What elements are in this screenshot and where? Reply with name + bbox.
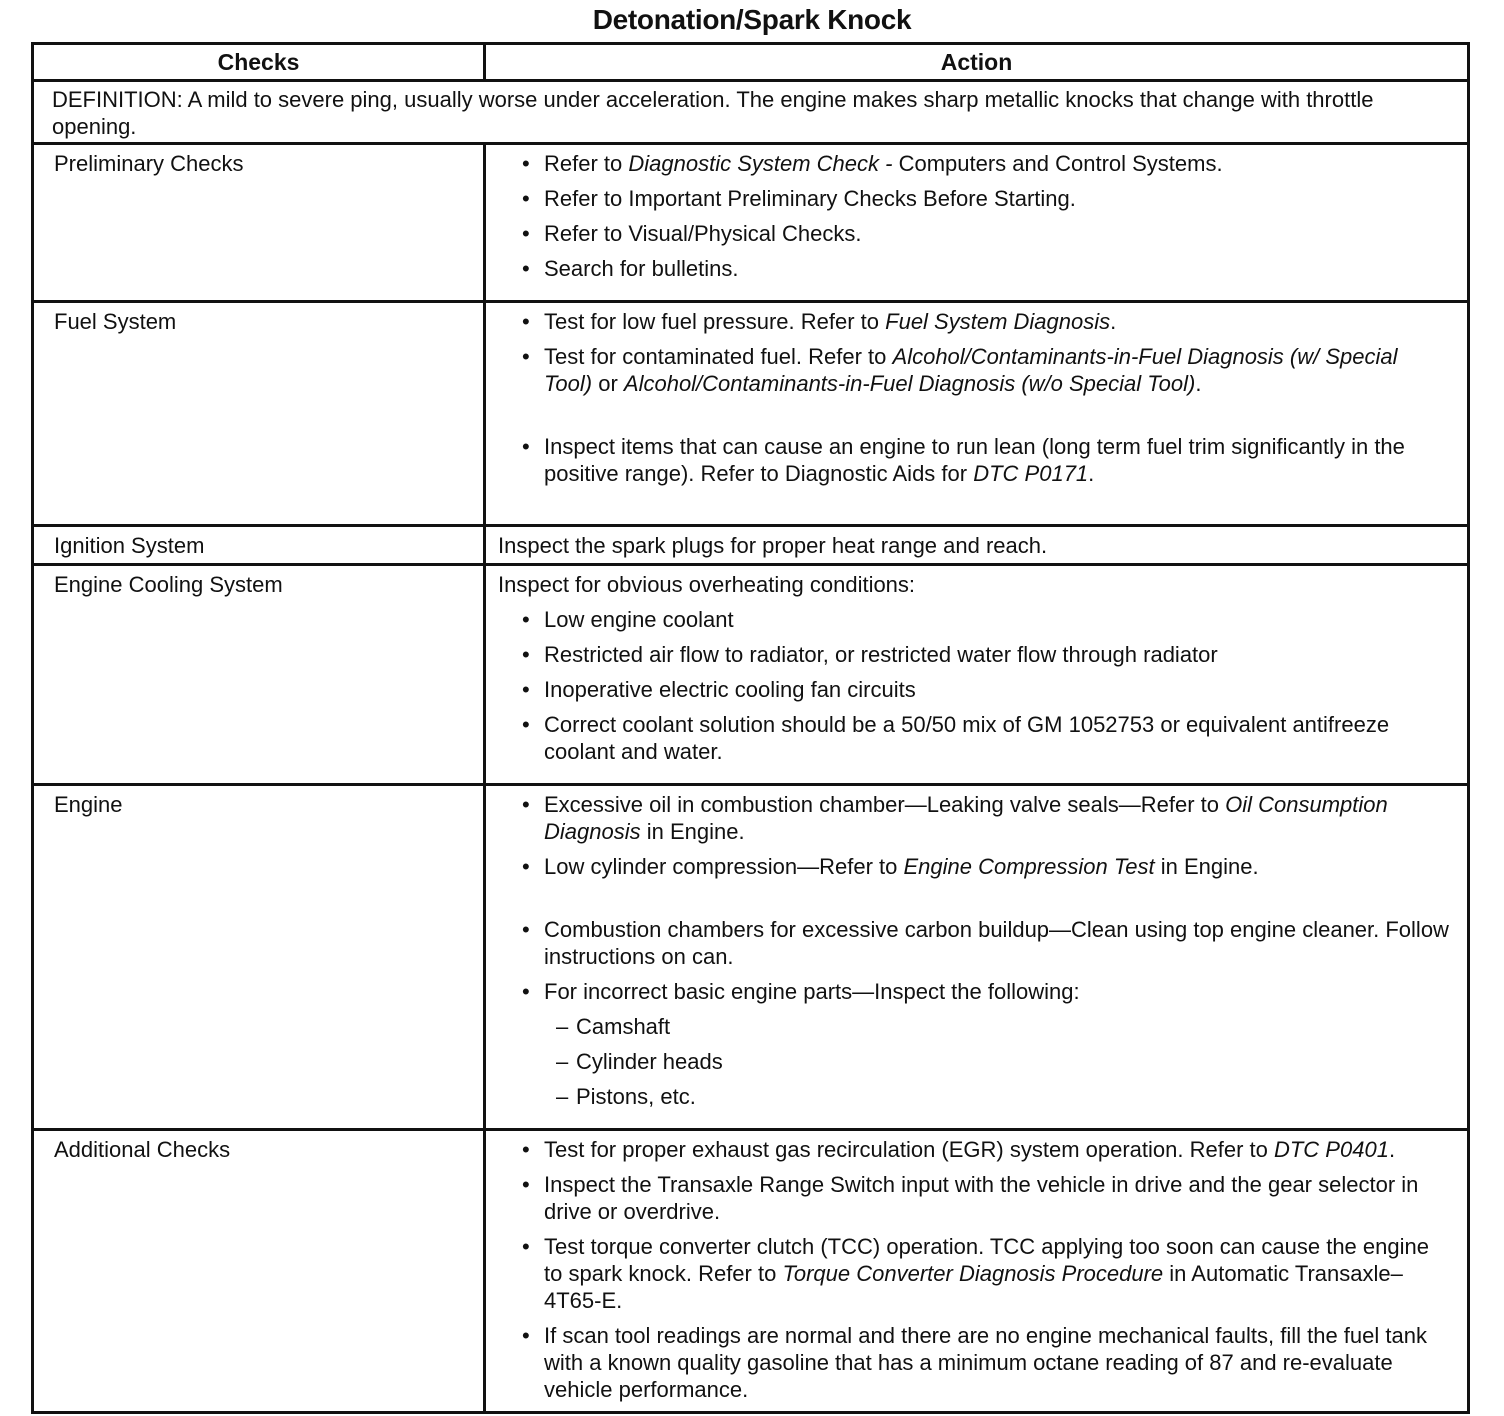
list-item: • Inspect items that can cause an engine to run lean (long term fuel trim significantly in the positive range). Refer to Diagnostic Aids for DTC P0171. xyxy=(544,433,1451,487)
list-item: • Correct coolant solution should be a 50/50 mix of GM 1052753 or equivalent antifreeze coolant and water. xyxy=(544,711,1451,765)
header-row xyxy=(33,44,1469,81)
table-row xyxy=(33,302,1469,526)
list-item: • Test for low fuel pressure. Refer to Fuel System Diagnosis. xyxy=(544,308,1451,335)
definition-row xyxy=(33,81,1469,144)
table-row xyxy=(33,144,1469,302)
definition-text: DEFINITION: A mild to severe ping, usually worse under acceleration. The engine makes sharp metallic knocks that change with throttle opening. xyxy=(33,81,1469,144)
cooling-lead: Inspect for obvious overheating conditions: xyxy=(498,572,916,597)
list-item: • Low cylinder compression—Refer to Engine Compression Test in Engine. xyxy=(544,853,1451,880)
action-engine xyxy=(485,785,1469,1130)
check-engine: Engine xyxy=(33,785,485,1130)
action-ignition: Inspect the spark plugs for proper heat range and reach. xyxy=(485,526,1469,565)
list-item: • Restricted air flow to radiator, or restricted water flow through radiator xyxy=(544,641,1451,668)
header-action: Action xyxy=(485,44,1469,81)
check-cooling: Engine Cooling System xyxy=(33,565,485,785)
header-checks: Checks xyxy=(33,44,485,81)
action-fuel xyxy=(485,302,1469,526)
list-item: • Combustion chambers for excessive carbon buildup—Clean using top engine cleaner. Follow instructions on can. xyxy=(544,916,1451,970)
check-additional: Additional Checks xyxy=(33,1130,485,1413)
list-item: • Inspect the Transaxle Range Switch input with the vehicle in drive and the gear selector in drive or overdrive. xyxy=(544,1171,1451,1225)
list-item: • Test for proper exhaust gas recirculation (EGR) system operation. Refer to DTC P0401. xyxy=(544,1136,1451,1163)
table-row xyxy=(33,526,1469,565)
list-item: • Inoperative electric cooling fan circuits xyxy=(544,676,1451,703)
table-row xyxy=(33,565,1469,785)
list-item: • Test for contaminated fuel. Refer to Alcohol/Contaminants-in-Fuel Diagnosis (w/ Special Tool) or Alcohol/Contaminants-in-Fuel Diagnosis (w/o Special Tool). xyxy=(544,343,1451,397)
action-preliminary xyxy=(485,144,1469,302)
list-item: • If scan tool readings are normal and there are no engine mechanical faults, fill the fuel tank with a known quality gasoline that has a minimum octane reading of 87 and re-evaluate vehicle performance. xyxy=(544,1322,1451,1403)
list-item: • Test torque converter clutch (TCC) operation. TCC applying too soon can cause the engine to spark knock. Refer to Torque Converter Diagnosis Procedure in Automatic Transaxle–4T65-E. xyxy=(544,1233,1451,1314)
list-item: • Excessive oil in combustion chamber—Leaking valve seals—Refer to Oil Consumption Diagnosis in Engine. xyxy=(544,791,1451,845)
list-item: • Refer to Important Preliminary Checks Before Starting. xyxy=(544,185,1451,212)
check-fuel: Fuel System xyxy=(33,302,485,526)
page-title: Detonation/Spark Knock xyxy=(592,4,912,35)
action-additional xyxy=(485,1130,1469,1413)
table-row xyxy=(33,785,1469,1130)
check-ignition: Ignition System xyxy=(33,526,485,565)
sub-list-item: – Camshaft xyxy=(556,1013,1451,1040)
list-item: • Refer to Visual/Physical Checks. xyxy=(544,220,1451,247)
sub-list-item: – Cylinder heads xyxy=(556,1048,1451,1075)
list-item: • Search for bulletins. xyxy=(544,255,1451,282)
action-cooling xyxy=(485,565,1469,785)
check-preliminary: Preliminary Checks xyxy=(33,144,485,302)
diagnosis-table xyxy=(31,42,1470,1414)
sub-list-item: – Pistons, etc. xyxy=(556,1083,1451,1110)
list-item: • Refer to Diagnostic System Check - Computers and Control Systems. xyxy=(544,150,1451,177)
list-item: • For incorrect basic engine parts—Inspect the following: – Camshaft – Cylinder heads – Pistons, etc. xyxy=(544,978,1451,1110)
list-item: • Low engine coolant xyxy=(544,606,1451,633)
table-row xyxy=(33,1130,1469,1413)
